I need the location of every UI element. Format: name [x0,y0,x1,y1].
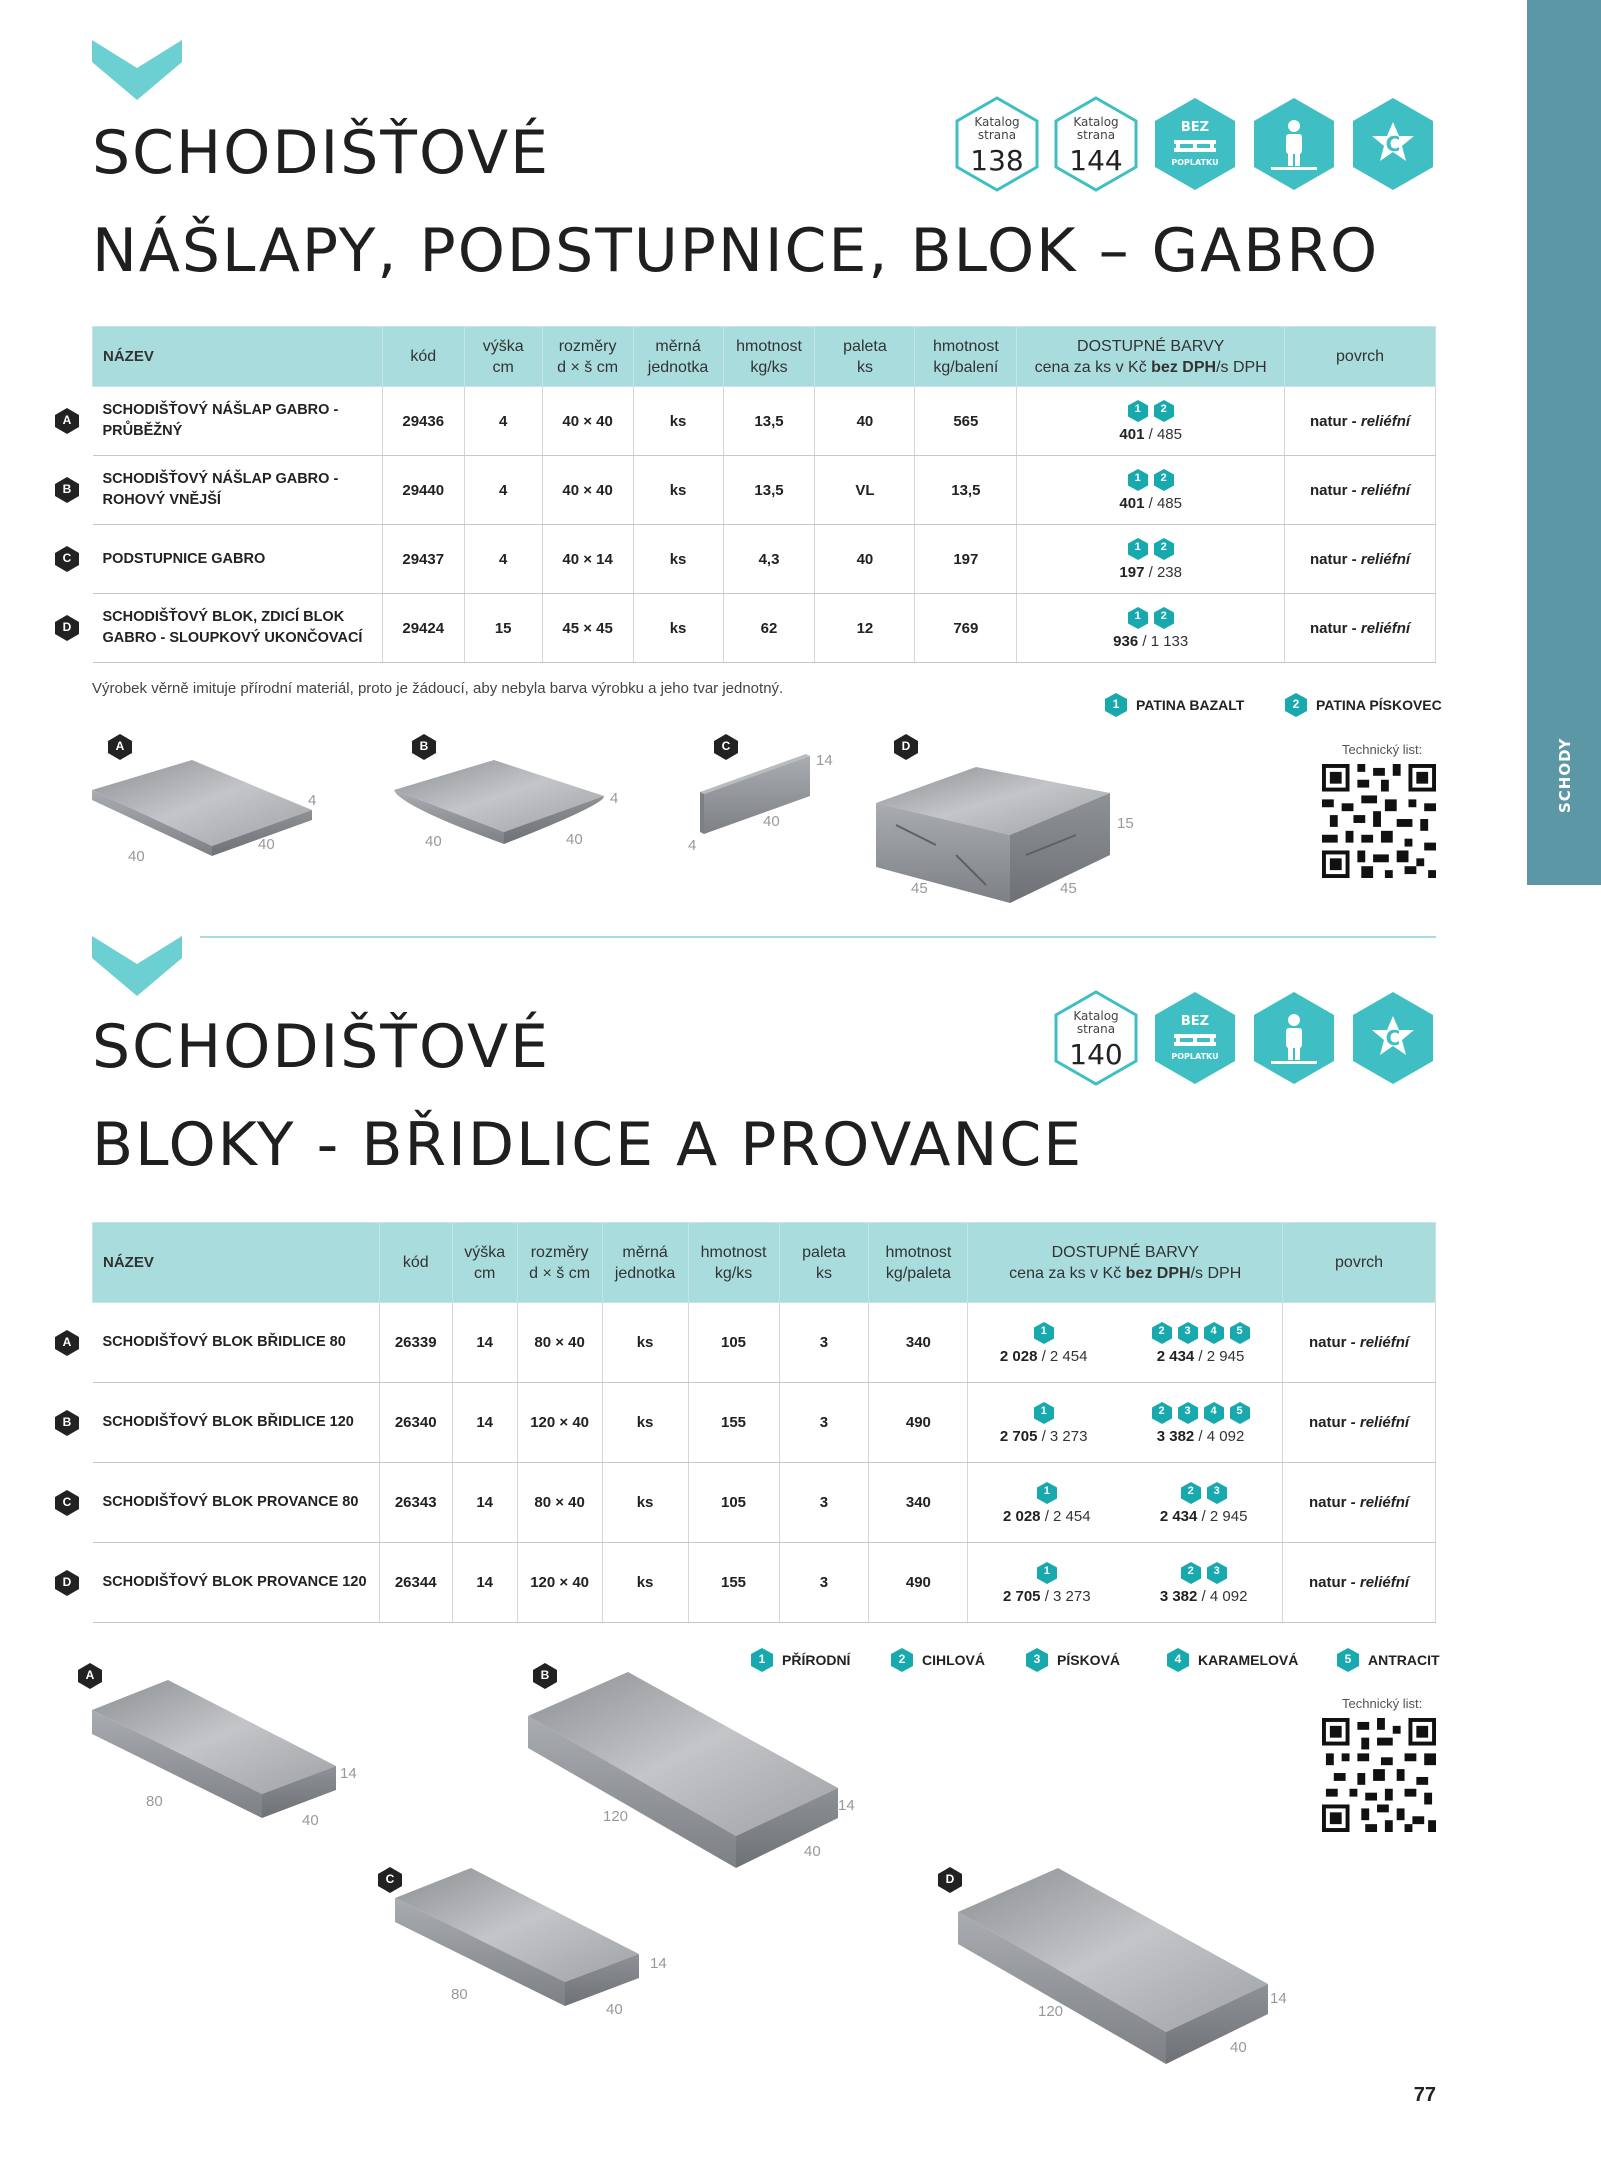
dimension-label: 14 [816,752,833,769]
legend-item: 5 ANTRACIT [1336,1647,1440,1673]
dimension-label: 40 [763,813,780,830]
col-header-code: kód [379,1223,452,1303]
dims-cell: 120 × 40 [517,1383,602,1463]
surface-cell: natur - reliéfní [1285,594,1436,663]
unit-cell: ks [602,1303,688,1383]
c-letter: C [1385,1026,1401,1050]
dimension-label: 4 [308,792,317,809]
price: 401 / 485 [1119,495,1182,512]
colors-price-cell [968,1543,1283,1623]
imitation-note: Výrobek věrně imituje přírodní materiál, proto je žádoucí, aby nebyla barva výrobku a jeho tvar jednotný. [92,680,784,697]
colors-price-cell [1017,594,1285,663]
price: 2 705 / 3 273 [999,1427,1088,1445]
c-star-badge [1350,990,1436,1086]
col-header-name: NÁZEV [93,327,383,387]
price: 197 / 238 [1119,564,1182,581]
dims-cell: 80 × 40 [517,1463,602,1543]
color-group [1151,1401,1251,1445]
legend-label: PATINA PÍSKOVEC [1316,697,1442,713]
legend-item: 2 PATINA PÍSKOVEC [1284,692,1442,718]
person-standing-icon [1251,990,1337,1086]
pallet-cell: 3 [779,1543,869,1623]
col-header-height: výška cm [464,327,542,387]
pallet-cell: 40 [815,525,915,594]
pallet-weight-cell: 340 [869,1463,968,1543]
unit-cell: ks [633,594,723,663]
col-header-weight: hmotnost kg/ks [688,1223,779,1303]
surface-cell: natur - reliéfní [1283,1303,1436,1383]
image-marker: D [937,1866,963,1894]
catalog-page-number: 140 [1069,1038,1123,1071]
section1-title-line2: NÁŠLAPY, PODSTUPNICE, BLOK – GABRO [92,216,1380,286]
image-marker: C [713,733,739,761]
weight-cell: 155 [688,1543,779,1623]
weight-cell: 62 [723,594,815,663]
surface-cell: natur - reliéfní [1285,456,1436,525]
color-swatch-icon: 2 [1153,399,1175,423]
color-group [1000,1401,1088,1445]
color-group [1000,1321,1088,1365]
surface-cell: natur - reliéfní [1283,1463,1436,1543]
dims-cell: 45 × 45 [542,594,633,663]
col-header-colors: DOSTUPNÉ BARVY cena za ks v Kč bez DPH/s DPH [968,1223,1283,1303]
row-marker: C [54,1489,80,1517]
dimension-label: 40 [258,836,275,853]
product-code: 29437 [382,525,464,594]
dimension-label: 40 [425,833,442,850]
unit-cell: ks [633,456,723,525]
color-swatch-icon: 1 [1127,606,1149,630]
person-standing-icon [1251,96,1337,192]
product-image-slate-80 [92,1670,342,1820]
col-header-dims: rozměry d × š cm [542,327,633,387]
color-swatches [1017,468,1284,492]
product-image-provance-80 [395,1858,645,2008]
colors-price-cell [1017,525,1285,594]
product-code: 26344 [379,1543,452,1623]
product-name: SCHODIŠŤOVÝ BLOK BŘIDLICE 120 [93,1383,380,1463]
pallet-weight-cell: 490 [869,1543,968,1623]
unit-cell: ks [633,387,723,456]
product-code: 29436 [382,387,464,456]
legend-label: PŘÍRODNÍ [782,1652,851,1668]
dimension-label: 120 [1038,2003,1064,2020]
col-header-name: NÁZEV [93,1223,380,1303]
dimension-label: 15 [1117,815,1134,832]
color-swatches [1160,1561,1248,1585]
legend-label: PATINA BAZALT [1136,697,1245,713]
table-row [93,525,1436,594]
colors-price-cell [1017,387,1285,456]
legend-item: 1 PŘÍRODNÍ [750,1647,850,1673]
color-swatches [1017,606,1284,630]
pallet-weight-cell: 340 [869,1303,968,1383]
legend-label: PÍSKOVÁ [1057,1652,1121,1668]
catalog-page-number: 144 [1069,144,1123,177]
weight-cell: 105 [688,1303,779,1383]
col-header-pallet-weight: hmotnost kg/paleta [869,1223,968,1303]
dimension-label: 40 [804,1843,821,1860]
dims-cell: 80 × 40 [517,1303,602,1383]
height-cell: 14 [452,1543,517,1623]
pack-weight-cell: 565 [915,387,1017,456]
pallet-cell: 3 [779,1383,869,1463]
height-cell: 14 [452,1463,517,1543]
price: 2 028 / 2 454 [1002,1507,1091,1525]
catalog-page-badge [954,96,1040,192]
dimension-label: 40 [606,2001,623,2018]
chevron-decor-icon [92,40,182,100]
legend-item: 4 KARAMELOVÁ [1166,1647,1298,1673]
qr-code-icon[interactable] [1322,1718,1436,1832]
image-marker: B [532,1662,558,1690]
colors-price-cell [1017,456,1285,525]
image-marker: A [107,733,133,761]
col-header-pallet: paleta ks [815,327,915,387]
dimension-label: 120 [603,1808,629,1825]
surface-cell: natur - reliéfní [1285,387,1436,456]
pallet-cell: 12 [815,594,915,663]
color-swatch-icon: 1 [1036,1481,1058,1505]
dims-cell: 40 × 14 [542,525,633,594]
product-name: SCHODIŠŤOVÝ NÁŠLAP GABRO - ROHOVÝ VNĚJŠÍ [93,456,383,525]
free-pallet-badge [1152,96,1238,192]
product-code: 26340 [379,1383,452,1463]
person-standing-badge [1251,96,1337,192]
unit-cell: ks [602,1463,688,1543]
catalog-page-number: 138 [970,144,1024,177]
catalog-page-badge [1053,990,1139,1086]
col-header-surface: povrch [1285,327,1436,387]
unit-cell: ks [602,1383,688,1463]
dimension-label: 4 [688,837,697,854]
product-table-gabro [92,326,1436,663]
color-swatch-icon: 2 [1153,468,1175,492]
weight-cell: 4,3 [723,525,815,594]
image-marker: C [377,1866,403,1894]
product-name: PODSTUPNICE GABRO [93,525,383,594]
color-swatches [1003,1561,1091,1585]
color-group [1003,1481,1091,1525]
qr-code-icon[interactable] [1322,764,1436,878]
color-swatches [1017,537,1284,561]
color-swatch-icon: 3 [1177,1321,1199,1345]
weight-cell: 105 [688,1463,779,1543]
color-swatch-icon: 5 [1229,1321,1251,1345]
pack-weight-cell: 769 [915,594,1017,663]
free-label-sub: POPLATKU [1171,158,1219,167]
dimension-label: 14 [1270,1990,1287,2007]
height-cell: 14 [452,1383,517,1463]
legend-label: ANTRACIT [1368,1652,1440,1668]
height-cell: 4 [464,456,542,525]
color-swatch-icon: 5 [1229,1401,1251,1425]
color-swatch-icon: 4 [1203,1401,1225,1425]
section1-title-line1: SCHODIŠŤOVÉ [92,118,551,188]
dimension-label: 14 [650,1955,667,1972]
tech-sheet-label: Technický list: [1342,742,1423,757]
colors-price-cell [968,1463,1283,1543]
pack-weight-cell: 197 [915,525,1017,594]
col-header-pack-weight: hmotnost kg/balení [915,327,1017,387]
price: 3 382 / 4 092 [1159,1587,1248,1605]
product-name: SCHODIŠŤOVÝ BLOK BŘIDLICE 80 [93,1303,380,1383]
dims-cell: 40 × 40 [542,456,633,525]
catalog-label: Katalog strana [1073,115,1119,142]
price: 3 382 / 4 092 [1156,1427,1245,1445]
free-label: BEZ [1180,120,1210,135]
color-swatch-icon: 1 [1127,399,1149,423]
dimension-label: 14 [838,1797,855,1814]
color-swatches [1160,1481,1248,1505]
color-swatch-icon: 1 [1036,1561,1058,1585]
col-header-colors: DOSTUPNÉ BARVY cena za ks v Kč bez DPH/s DPH [1017,327,1285,387]
price: 2 028 / 2 454 [999,1347,1088,1365]
col-header-unit: měrná jednotka [633,327,723,387]
product-image-slate-120 [528,1660,844,1870]
color-swatches [1000,1321,1088,1345]
c-letter: C [1385,132,1401,156]
catalog-label: Katalog strana [974,115,1020,142]
color-swatch-icon: 1 [1127,468,1149,492]
color-swatch-icon: 2 [1180,1481,1202,1505]
height-cell: 4 [464,525,542,594]
product-name: SCHODIŠŤOVÝ BLOK, ZDICÍ BLOK GABRO - SLOUPKOVÝ UKONČOVACÍ [93,594,383,663]
color-swatch-icon: 3 [1206,1561,1228,1585]
product-name: SCHODIŠŤOVÝ BLOK PROVANCE 120 [93,1543,380,1623]
c-star-badge [1350,96,1436,192]
person-standing-badge [1251,990,1337,1086]
product-image-provance-120 [958,1856,1274,2066]
table-row [93,387,1436,456]
product-code: 26343 [379,1463,452,1543]
color-group [1160,1561,1248,1605]
color-swatch-icon: 1 [1033,1401,1055,1425]
page-number: 77 [1413,2084,1436,2106]
pallet-cell: VL [815,456,915,525]
dimension-label: 14 [340,1765,357,1782]
color-swatch-icon: 1 [1127,537,1149,561]
row-marker: B [54,1409,80,1437]
unit-cell: ks [633,525,723,594]
color-group [1151,1321,1251,1365]
col-header-unit: měrná jednotka [602,1223,688,1303]
dimension-label: 45 [911,880,928,897]
color-swatch-icon: 2 [1151,1321,1173,1345]
row-marker: B [54,476,80,504]
price: 936 / 1 133 [1113,633,1189,650]
pack-weight-cell: 13,5 [915,456,1017,525]
col-header-weight: hmotnost kg/ks [723,327,815,387]
section2-title-line2: BLOKY - BŘIDLICE A PROVANCE [92,1110,1084,1180]
price: 401 / 485 [1119,426,1182,443]
free-pallet-badge [1152,990,1238,1086]
color-swatch-icon: 2 [1153,606,1175,630]
color-swatches [1000,1401,1088,1425]
color-swatches [1017,399,1284,423]
table-row [93,594,1436,663]
product-table-slate-provance [92,1222,1436,1623]
color-group [1003,1561,1091,1605]
color-swatches [1003,1481,1091,1505]
col-header-surface: povrch [1283,1223,1436,1303]
legend-label: KARAMELOVÁ [1198,1652,1299,1668]
free-label-sub: POPLATKU [1171,1052,1219,1061]
price: 2 434 / 2 945 [1159,1507,1248,1525]
color-swatches [1151,1321,1251,1345]
col-header-code: kód [382,327,464,387]
colors-price-cell [968,1303,1283,1383]
col-header-height: výška cm [452,1223,517,1303]
color-swatch-icon: 2 [1180,1561,1202,1585]
color-swatches [1151,1401,1251,1425]
dimension-label: 40 [302,1812,319,1829]
color-swatch-icon: 3 [1177,1401,1199,1425]
color-swatch-icon: 4 [1203,1321,1225,1345]
table-header-row [93,327,1436,387]
unit-cell: ks [602,1543,688,1623]
product-name: SCHODIŠŤOVÝ NÁŠLAP GABRO - PRŮBĚŽNÝ [93,387,383,456]
catalog-page-badge [1053,96,1139,192]
legend-item: 2 CIHLOVÁ [890,1647,985,1673]
tech-sheet-label: Technický list: [1342,1696,1423,1711]
height-cell: 15 [464,594,542,663]
legend-label: CIHLOVÁ [922,1652,985,1668]
image-marker: D [893,733,919,761]
height-cell: 14 [452,1303,517,1383]
table-row [93,1303,1436,1383]
product-image-c [696,740,816,840]
legend-item: 3 PÍSKOVÁ [1025,1647,1120,1673]
color-swatch-icon: 2 [1151,1401,1173,1425]
price: 2 705 / 3 273 [1002,1587,1091,1605]
surface-cell: natur - reliéfní [1285,525,1436,594]
price: 2 434 / 2 945 [1156,1347,1245,1365]
surface-cell: natur - reliéfní [1283,1383,1436,1463]
product-name: SCHODIŠŤOVÝ BLOK PROVANCE 80 [93,1463,380,1543]
table-row [93,1543,1436,1623]
table-row [93,1463,1436,1543]
catalog-label: Katalog strana [1073,1009,1119,1036]
image-marker: A [77,1662,103,1690]
weight-cell: 155 [688,1383,779,1463]
color-swatch-icon: 3 [1206,1481,1228,1505]
dims-cell: 40 × 40 [542,387,633,456]
color-group [1160,1481,1248,1525]
dimension-label: 4 [610,790,619,807]
weight-cell: 13,5 [723,387,815,456]
row-marker: D [54,614,80,642]
col-header-dims: rozměry d × š cm [517,1223,602,1303]
dimension-label: 80 [451,1986,468,2003]
row-marker: A [54,407,80,435]
dimension-label: 80 [146,1793,163,1810]
chevron-decor-icon [92,936,182,996]
surface-cell: natur - reliéfní [1283,1543,1436,1623]
table-header-row [93,1223,1436,1303]
dimension-label: 40 [566,831,583,848]
table-row [93,456,1436,525]
product-code: 29440 [382,456,464,525]
row-marker: A [54,1329,80,1357]
color-swatch-icon: 1 [1033,1321,1055,1345]
row-marker: D [54,1569,80,1597]
color-swatch-icon: 2 [1153,537,1175,561]
dimension-label: 40 [1230,2039,1247,2056]
pallet-weight-cell: 490 [869,1383,968,1463]
free-label: BEZ [1180,1014,1210,1029]
side-tab-label: SCHODY [1556,737,1574,813]
image-marker: B [411,733,437,761]
pallet-cell: 3 [779,1303,869,1383]
section-divider [200,936,1436,938]
legend-item: 1 PATINA BAZALT [1104,692,1244,718]
col-header-pallet: paleta ks [779,1223,869,1303]
dims-cell: 120 × 40 [517,1543,602,1623]
weight-cell: 13,5 [723,456,815,525]
pallet-cell: 3 [779,1463,869,1543]
section2-title-line1: SCHODIŠŤOVÉ [92,1012,551,1082]
dimension-label: 40 [128,848,145,865]
colors-price-cell [968,1383,1283,1463]
pallet-cell: 40 [815,387,915,456]
dimension-label: 45 [1060,880,1077,897]
height-cell: 4 [464,387,542,456]
table-row [93,1383,1436,1463]
row-marker: C [54,545,80,573]
product-code: 26339 [379,1303,452,1383]
product-code: 29424 [382,594,464,663]
